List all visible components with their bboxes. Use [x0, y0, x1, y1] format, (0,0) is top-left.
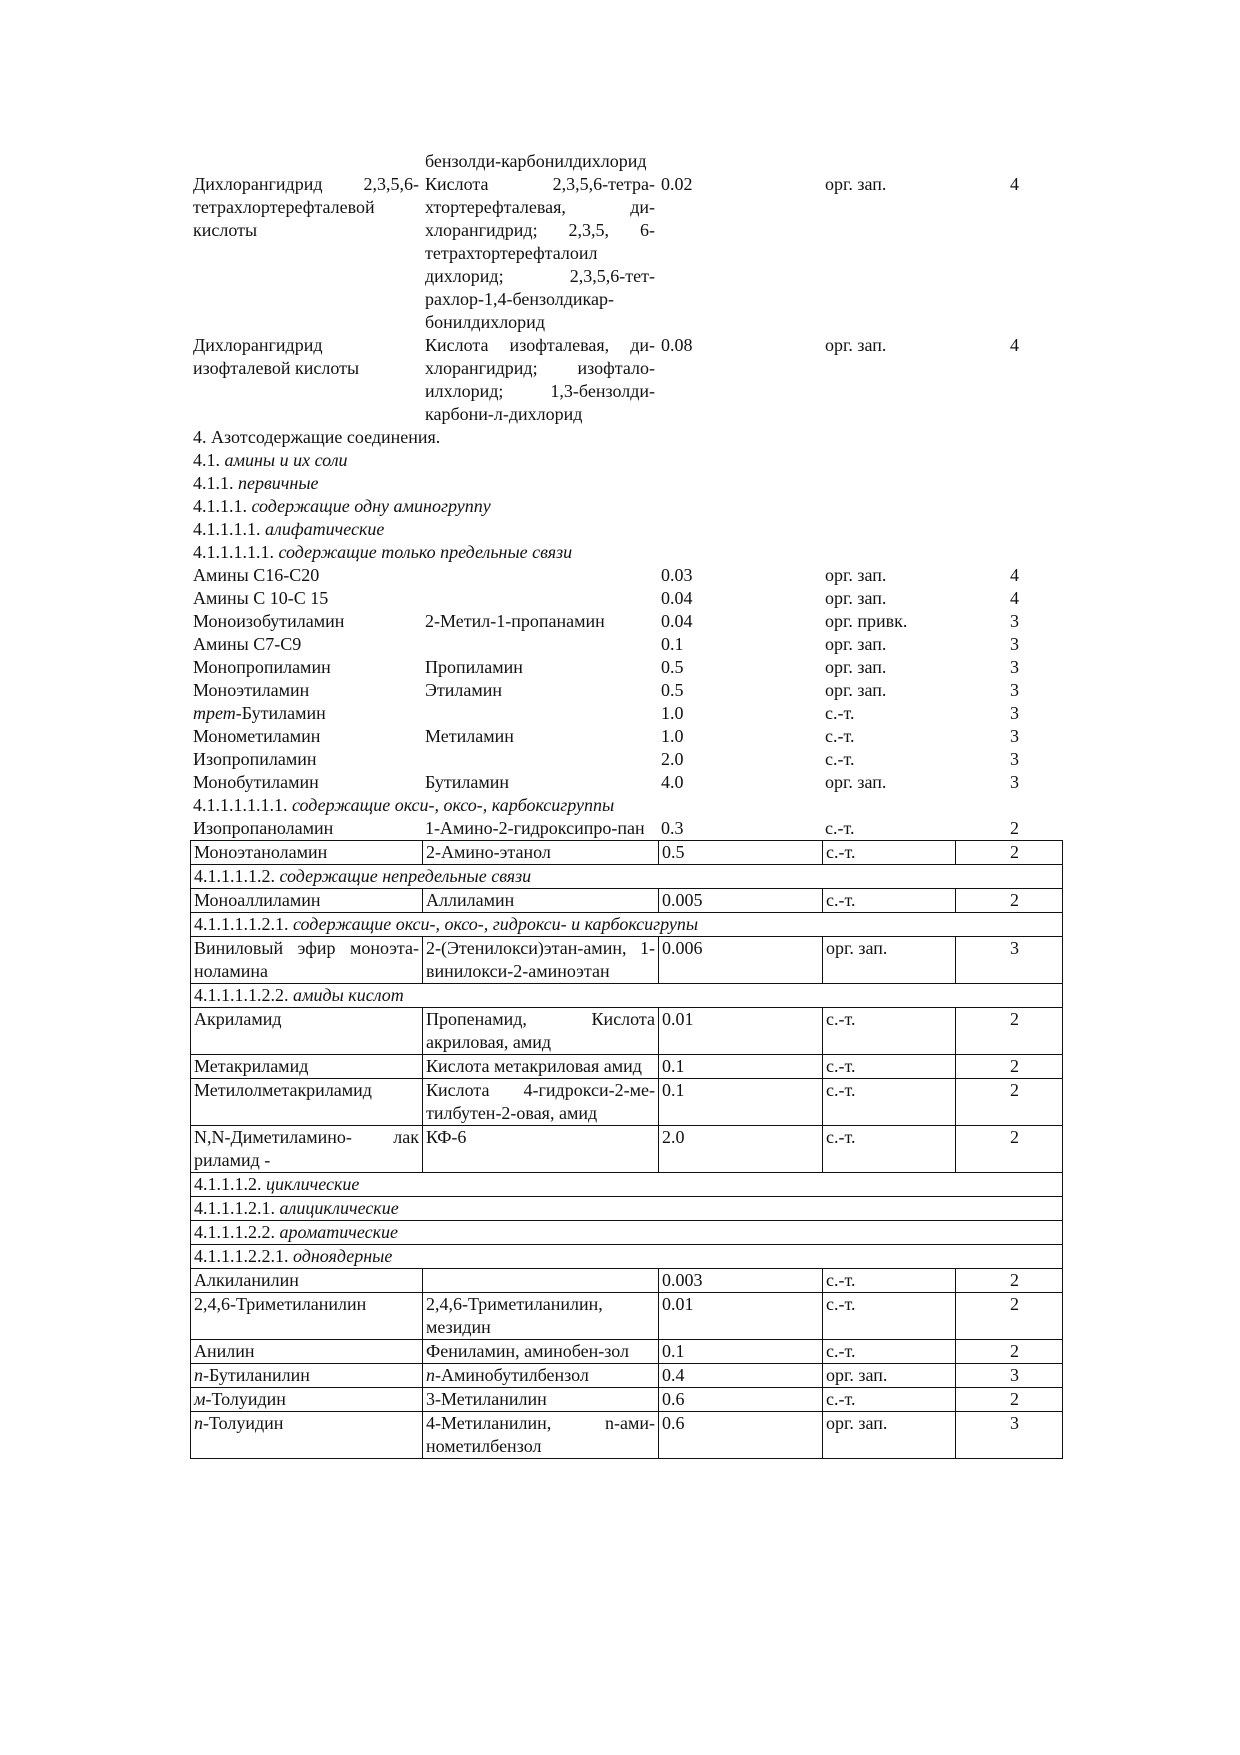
cell-class: 3: [1010, 680, 1019, 700]
cell-value: 0.5: [661, 657, 684, 677]
section-heading-row: [191, 1245, 1063, 1269]
cell-notes: с.-т.: [823, 1008, 956, 1055]
cell-name: [190, 150, 422, 173]
cell-notes: с.-т.: [823, 1388, 956, 1412]
cell-class: 3: [956, 1364, 1063, 1388]
cell-name: Акриламид: [191, 1008, 423, 1055]
table-row: [191, 1269, 1063, 1293]
cell-notes: с.-т.: [825, 703, 855, 723]
cell-notes: орг. зап.: [823, 1364, 956, 1388]
section-heading-row: [190, 495, 1062, 518]
subsection-heading: [191, 865, 1063, 889]
name-rest: -Бутиланилин: [203, 1365, 310, 1385]
cell-value: 0.005: [659, 889, 823, 913]
cell-value: 1.0: [661, 703, 684, 723]
subsection-heading: [191, 1197, 1063, 1221]
cell-name: Монометиламин: [193, 726, 321, 746]
cell-name: Амины С16-С20: [193, 565, 320, 585]
cell-name: Дихлорангидрид 2,3,5,6-тетрахлортерефталевой кислоты: [193, 174, 419, 240]
syn-rest: 3-Метиланилин: [426, 1389, 547, 1409]
table-row: [191, 937, 1063, 984]
cell-synonyms: Пропиламин: [425, 657, 523, 677]
cell-notes: орг. зап.: [825, 174, 887, 194]
section-heading-row: [191, 984, 1063, 1008]
heading-number: 4.1.1.1.1.1.1.: [193, 795, 288, 815]
cell-notes: орг. зап.: [825, 657, 887, 677]
name-prefix: трет: [193, 703, 236, 723]
name-rest: -Толуидин: [203, 1413, 284, 1433]
cell-class: 2: [956, 1079, 1063, 1126]
cell-notes: с.-т.: [823, 1079, 956, 1126]
cell-notes: орг. зап.: [825, 772, 887, 792]
cell-class: 3: [1010, 749, 1019, 769]
cell-class: 2: [956, 841, 1063, 865]
cell-value: 2.0: [661, 749, 684, 769]
table-row: [191, 1293, 1063, 1340]
cell-name: [191, 1412, 423, 1459]
section-heading-row: [190, 794, 1062, 817]
table-row: [191, 1079, 1063, 1126]
cell-synonyms: Кислота метакриловая амид: [423, 1055, 659, 1079]
subsection-heading: [190, 541, 1062, 564]
cell-value: 0.5: [659, 841, 823, 865]
cell-name: Моноэтаноламин: [191, 841, 423, 865]
cell-synonyms: Этиламин: [425, 680, 503, 700]
cell-class: 2: [956, 1269, 1063, 1293]
cell-synonyms: [422, 702, 658, 725]
cell-synonyms: 2-Амино-этанол: [423, 841, 659, 865]
heading-text: содержащие непредельные связи: [279, 866, 532, 886]
cell-name: Монобутиламин: [193, 772, 319, 792]
cell-synonyms: Аллиламин: [423, 889, 659, 913]
cell-class: 2: [956, 1126, 1063, 1173]
section-heading-row: [190, 426, 1062, 449]
cell-value: 0.6: [659, 1412, 823, 1459]
cell-name: Амины С7-С9: [193, 634, 302, 654]
cell-synonyms: Кислота 2,3,5,6-тетра-хтортерефталевая, ди-хлорангидрид; 2,3,5, 6-тетрахтортерефталоил дихлорид; 2,3,5,6-тет-рахлор-1,4-бензолдикар-бонилдихлорид: [425, 174, 655, 332]
syn-rest: 2,4,6-Триметиланилин, мезидин: [426, 1294, 603, 1337]
section-heading-row: [190, 541, 1062, 564]
heading-number: 4.1.1.1.1.1.: [193, 542, 274, 562]
cell-value: 0.003: [659, 1269, 823, 1293]
cell-synonyms: Пропенамид, Кислота акриловая, амид: [423, 1008, 659, 1055]
section-title: 4. Азотсодержащие соединения.: [193, 427, 441, 447]
table-row: [190, 633, 1062, 656]
cell-synonyms: Кислота изофталевая, ди-хлорангидрид; изофтало-илхлорид; 1,3-бензолди-карбони-л-дихлорид: [425, 335, 655, 424]
table-row: [191, 889, 1063, 913]
table-row: [190, 656, 1062, 679]
cell-name: Метакриламид: [191, 1055, 423, 1079]
cell-value: 0.1: [659, 1079, 823, 1126]
table-row: [191, 1388, 1063, 1412]
cell-value: 0.5: [661, 680, 684, 700]
cell-class: 3: [1010, 726, 1019, 746]
cell-value: 0.08: [661, 335, 693, 355]
subsection-heading: [191, 1221, 1063, 1245]
table-row: [190, 150, 1062, 173]
heading-text: содержащие только предельные связи: [278, 542, 573, 562]
heading-text: циклические: [266, 1174, 360, 1194]
heading-text: амиды кислот: [293, 985, 404, 1005]
subsection-heading: [190, 794, 1062, 817]
heading-number: 4.1.1.1.1.2.1.: [194, 914, 289, 934]
cell-notes: с.-т.: [823, 889, 956, 913]
table-row: [191, 841, 1063, 865]
cell-notes: с.-т.: [823, 1269, 956, 1293]
cell-notes: с.-т.: [825, 818, 855, 838]
syn-rest: -Аминобутилбензол: [435, 1365, 589, 1385]
cell-class: 2: [956, 1388, 1063, 1412]
cell-value: 0.1: [659, 1055, 823, 1079]
section-heading-row: [191, 1173, 1063, 1197]
cell-notes: с.-т.: [823, 841, 956, 865]
name-rest: -Бутиламин: [235, 703, 326, 723]
syn-rest: 4-Метиланилин, n-ами-нометилбензол: [426, 1413, 655, 1456]
cell-synonyms: Метиламин: [425, 726, 514, 746]
cell-class: 2: [956, 1293, 1063, 1340]
table-row: [190, 817, 1062, 840]
heading-text: ароматические: [279, 1222, 399, 1242]
cell-class: 3: [1010, 772, 1019, 792]
subsection-heading: [190, 449, 1062, 472]
cell-synonyms: [423, 1269, 659, 1293]
cell-value: 0.04: [661, 588, 693, 608]
cell-synonyms: 2-Метил-1-пропанамин: [425, 611, 605, 631]
heading-number: 4.1.1.: [193, 473, 234, 493]
section-heading-row: [190, 518, 1062, 541]
cell-value: [658, 150, 822, 173]
cell-notes: орг. зап.: [825, 634, 887, 654]
table-row: [190, 334, 1062, 426]
cell-notes: с.-т.: [823, 1126, 956, 1173]
heading-text: содержащие окси-, оксо-, гидрокси- и карбоксигрупы: [293, 914, 699, 934]
heading-number: 4.1.1.1.2.1.: [194, 1198, 275, 1218]
heading-text: алициклические: [279, 1198, 399, 1218]
document-page: [190, 150, 1062, 1459]
table-row: [190, 587, 1062, 610]
heading-number: 4.1.1.1.1.2.: [194, 866, 275, 886]
cell-name: [191, 1293, 423, 1340]
cell-class: 3: [1010, 634, 1019, 654]
cell-name: Изопропиламин: [193, 749, 317, 769]
heading-number: 4.1.: [193, 450, 220, 470]
subsection-heading: [191, 913, 1063, 937]
name-prefix: n: [194, 1365, 203, 1385]
cell-synonyms: Кислота 4-гидрокси-2-ме-тилбутен-2-овая, амид: [423, 1079, 659, 1126]
cell-value: 0.01: [659, 1008, 823, 1055]
cell-notes: с.-т.: [825, 749, 855, 769]
syn-prefix: n: [426, 1365, 435, 1385]
table-row: [190, 702, 1062, 725]
cell-class: 4: [1010, 335, 1019, 355]
cell-notes: орг. зап.: [823, 937, 956, 984]
cell-synonyms: [422, 587, 658, 610]
cell-name: [191, 1364, 423, 1388]
cell-name: Моноаллиламин: [191, 889, 423, 913]
table-row: [190, 725, 1062, 748]
cell-notes: с.-т.: [823, 1055, 956, 1079]
name-rest: Алкиланилин: [194, 1270, 299, 1290]
cell-synonyms: [423, 1340, 659, 1364]
heading-number: 4.1.1.1.2.2.1.: [194, 1246, 289, 1266]
heading-text: содержащие одну аминогруппу: [251, 496, 491, 516]
cell-class: 4: [1010, 565, 1019, 585]
cell-value: 0.04: [661, 611, 693, 631]
cell-notes: орг. зап.: [825, 335, 887, 355]
cell-notes: орг. зап.: [825, 588, 887, 608]
heading-number: 4.1.1.1.1.: [193, 519, 261, 539]
table-row: [191, 1008, 1063, 1055]
cell-class: 4: [1010, 174, 1019, 194]
cell-class: 3: [1010, 703, 1019, 723]
cell-name: [191, 1388, 423, 1412]
substances-table-bordered: [190, 840, 1063, 1459]
cell-synonyms: [422, 748, 658, 771]
section-heading-row: [191, 865, 1063, 889]
heading-number: 4.1.1.1.2.: [194, 1174, 262, 1194]
heading-number: 4.1.1.1.: [193, 496, 247, 516]
heading-text: одноядерные: [293, 1246, 393, 1266]
section-heading-row: [191, 1221, 1063, 1245]
cell-notes: с.-т.: [825, 726, 855, 746]
cell-name: Дихлорангидрид изофталевой кислоты: [193, 335, 360, 378]
cell-class: [955, 150, 1062, 173]
cell-name: Виниловый эфир моноэта-ноламина: [191, 937, 423, 984]
cell-value: 0.6: [659, 1388, 823, 1412]
syn-rest: Фениламин, аминобен-зол: [426, 1341, 630, 1361]
cell-notes: орг. зап.: [823, 1412, 956, 1459]
heading-number: 4.1.1.1.2.2.: [194, 1222, 275, 1242]
cell-name: N,N-Диметиламино- лак риламид -: [191, 1126, 423, 1173]
name-rest: 2,4,6-Триметиланилин: [194, 1294, 367, 1314]
section-heading-row: [190, 472, 1062, 495]
cell-class: 3: [956, 937, 1063, 984]
name-prefix: м: [194, 1389, 206, 1409]
cell-notes: орг. привк.: [825, 611, 908, 631]
subsection-heading: [191, 984, 1063, 1008]
cell-class: 3: [956, 1412, 1063, 1459]
table-row: [190, 748, 1062, 771]
cell-class: 2: [956, 1340, 1063, 1364]
cell-name: [191, 1340, 423, 1364]
cell-name: [190, 702, 422, 725]
cell-synonyms: 1-Амино-2-гидроксипро-пан: [425, 818, 645, 838]
table-row: [191, 1126, 1063, 1173]
section-heading-row: [191, 913, 1063, 937]
heading-text: амины и их соли: [224, 450, 348, 470]
cell-class: 2: [956, 1008, 1063, 1055]
table-row: [190, 679, 1062, 702]
cell-class: 2: [1010, 818, 1019, 838]
subsection-heading: [191, 1245, 1063, 1269]
section-heading-row: [190, 449, 1062, 472]
subsection-heading: [190, 518, 1062, 541]
table-row: [191, 1340, 1063, 1364]
table-row: [191, 1055, 1063, 1079]
cell-synonyms: 2-(Этенилокси)этан-амин, 1-винилокси-2-аминоэтан: [423, 937, 659, 984]
cell-class: 2: [956, 889, 1063, 913]
cell-synonyms: [423, 1293, 659, 1340]
cell-notes: орг. зап.: [825, 680, 887, 700]
cell-synonyms: [423, 1412, 659, 1459]
cell-class: 4: [1010, 588, 1019, 608]
cell-value: 4.0: [661, 772, 684, 792]
cell-name: [191, 1269, 423, 1293]
substances-table-borderless: [190, 150, 1062, 840]
cell-value: 0.02: [661, 174, 693, 194]
subsection-heading: [190, 472, 1062, 495]
table-row: [191, 1412, 1063, 1459]
table-row: [191, 1364, 1063, 1388]
cell-value: 0.4: [659, 1364, 823, 1388]
cell-notes: [822, 150, 955, 173]
table-row: [190, 610, 1062, 633]
cell-value: 0.1: [659, 1340, 823, 1364]
cell-name: Изопропаноламин: [193, 818, 334, 838]
cell-synonyms: [422, 633, 658, 656]
heading-number: 4.1.1.1.1.2.2.: [194, 985, 289, 1005]
cell-synonyms: [423, 1388, 659, 1412]
cell-notes: с.-т.: [823, 1293, 956, 1340]
cell-class: 3: [1010, 657, 1019, 677]
cell-value: 2.0: [659, 1126, 823, 1173]
cell-value: 0.1: [661, 634, 684, 654]
name-prefix: n: [194, 1413, 203, 1433]
cell-value: 0.006: [659, 937, 823, 984]
table-row: [190, 564, 1062, 587]
section-heading-row: [191, 1197, 1063, 1221]
cell-notes: с.-т.: [823, 1340, 956, 1364]
cell-name: Моноизобутиламин: [193, 611, 345, 631]
table-row: [190, 173, 1062, 334]
heading-text: содержащие окси-, оксо-, карбоксигруппы: [292, 795, 615, 815]
heading-text: первичные: [238, 473, 319, 493]
table-row: [190, 771, 1062, 794]
cell-name: Амины С 10-С 15: [193, 588, 329, 608]
cell-value: 1.0: [661, 726, 684, 746]
cell-name: Моноэтиламин: [193, 680, 310, 700]
cell-value: 0.03: [661, 565, 693, 585]
subsection-heading: [191, 1173, 1063, 1197]
cell-notes: орг. зап.: [825, 565, 887, 585]
cell-class: 3: [1010, 611, 1019, 631]
cell-name: Монопропиламин: [193, 657, 331, 677]
subsection-heading: [190, 495, 1062, 518]
cell-class: 2: [956, 1055, 1063, 1079]
cell-synonyms: бензолди-карбонилдихлорид: [425, 151, 647, 171]
name-rest: Анилин: [194, 1341, 255, 1361]
cell-synonyms: КФ-6: [423, 1126, 659, 1173]
heading-text: алифатические: [265, 519, 385, 539]
cell-value: 0.01: [659, 1293, 823, 1340]
cell-value: 0.3: [661, 818, 684, 838]
cell-synonyms: Бутиламин: [425, 772, 510, 792]
cell-synonyms: [423, 1364, 659, 1388]
cell-synonyms: [422, 564, 658, 587]
name-rest: -Толуидин: [205, 1389, 286, 1409]
cell-name: Метилолметакриламид: [191, 1079, 423, 1126]
